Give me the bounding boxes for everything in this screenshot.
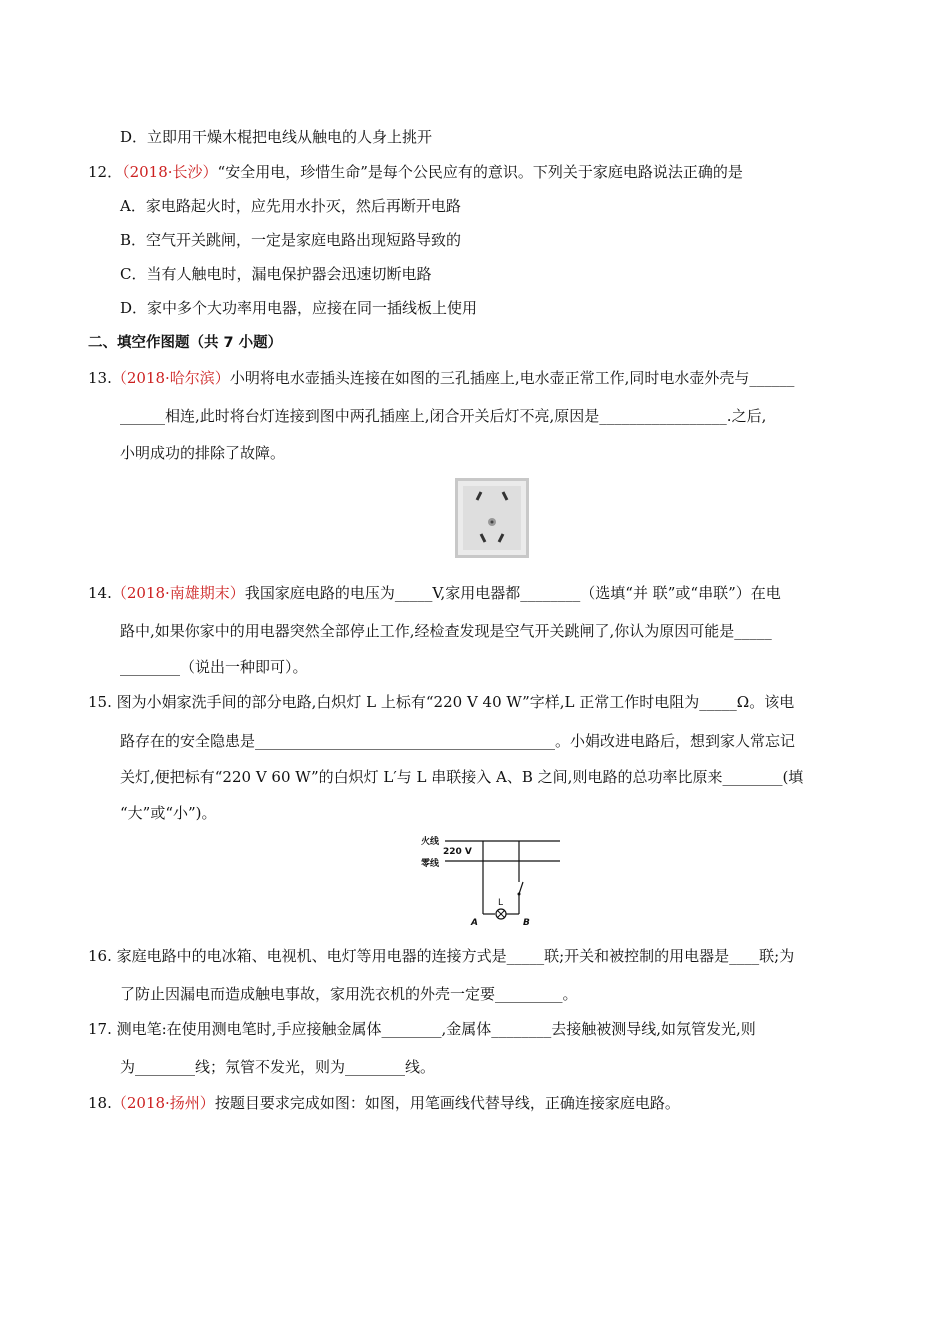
lamp-label: L (498, 898, 504, 908)
q12-option-d: D．家中多个大功率用电器，应接在同一插线板上使用 (120, 299, 478, 317)
q13-line-1 (88, 368, 794, 388)
q14-line-3: ________（说出一种即可）。 (120, 658, 308, 676)
switch-icon (519, 882, 523, 894)
live-wire-label: 火线 (421, 837, 440, 847)
q16-line-1: 16. 家庭电路中的电冰箱、电视机、电灯等用电器的连接方式是_____联;开关和被控制的用电器是____联;为 (88, 947, 795, 965)
q18-text: 按题目要求完成如图：如图，用笔画线代替导线，正确连接家庭电路。 (214, 1094, 680, 1112)
voltage-label: 220 V (443, 847, 472, 857)
q18-source: （2018·扬州） (111, 1094, 215, 1112)
point-b-label: B (523, 918, 530, 927)
q14-number: 14. (88, 584, 112, 602)
q17-line-2: 为________线；氖管不发光，则为________线。 (120, 1058, 436, 1076)
q12-option-c: C．当有人触电时，漏电保护器会迅速切断电路 (120, 265, 432, 283)
q12-option-a: A．家电路起火时，应先用水扑灭，然后再断开电路 (120, 197, 461, 215)
wall-socket-figure (455, 478, 529, 558)
q14-line-2: 路中,如果你家中的用电器突然全部停止工作,经检查发现是空气开关跳闸了,你认为原因可能是_____ (120, 622, 772, 640)
q15-line-1: 15. 图为小娟家洗手间的部分电路,白炽灯 L 上标有“220 V 40 W”字样,L 正常工作时电阻为_____Ω。该电 (88, 693, 795, 711)
q18-number: 18. (88, 1094, 112, 1112)
neutral-wire-label: 零线 (421, 859, 440, 869)
q15-line-2: 路存在的安全隐患是________________________________________。小娟改进电路后，想到家人常忘记 (120, 732, 796, 750)
q15-line-3: 关灯,便把标有“220 V 60 W”的白炽灯 L′与 L 串联接入 A、B 之间,则电路的总功率比原来________(填 (120, 768, 804, 786)
q13-text-1: 小明将电水壶插头连接在如图的三孔插座上,电水壶正常工作,同时电水壶外壳与______ (229, 369, 795, 387)
q12-option-b: B．空气开关跳闸，一定是家庭电路出现短路导致的 (120, 231, 462, 249)
q12-stem-line (88, 162, 743, 182)
q17-line-1: 17. 测电笔:在使用测电笔时,手应接触金属体________,金属体________去接触被测导线,如氖管发光,则 (88, 1020, 756, 1038)
q18-line (88, 1093, 680, 1113)
q14-line-1 (88, 583, 781, 603)
q13-line-3: 小明成功的排除了故障。 (120, 444, 286, 462)
q14-text-1: 我国家庭电路的电压为_____V,家用电器都________（选填“并 联”或“串联”）在电 (244, 584, 781, 602)
q13-line-2: ______相连,此时将台灯连接到图中两孔插座上,闭合开关后灯不亮,原因是_________________.之后, (120, 407, 767, 425)
wall-socket-icon (455, 478, 529, 558)
circuit-diagram (415, 832, 565, 927)
q12-number: 12． (88, 163, 123, 181)
point-a-label: A (471, 918, 478, 927)
q13-source: （2018·哈尔滨） (111, 369, 230, 387)
section-heading: 二、填空作图题（共 7 小题） (88, 335, 283, 351)
q12-source: （2018·长沙） (122, 163, 218, 181)
q15-line-4: “大”或“小”)。 (120, 804, 217, 822)
q14-source: （2018·南雄期末） (111, 584, 245, 602)
q11-option-d: D．立即用干燥木棍把电线从触电的人身上挑开 (120, 128, 433, 146)
q16-line-2: 了防止因漏电而造成触电事故，家用洗衣机的外壳一定要_________。 (120, 985, 578, 1003)
q13-number: 13. (88, 369, 112, 387)
q12-stem: “安全用电，珍惜生命”是每个公民应有的意识。下列关于家庭电路说法正确的是 (217, 163, 743, 181)
